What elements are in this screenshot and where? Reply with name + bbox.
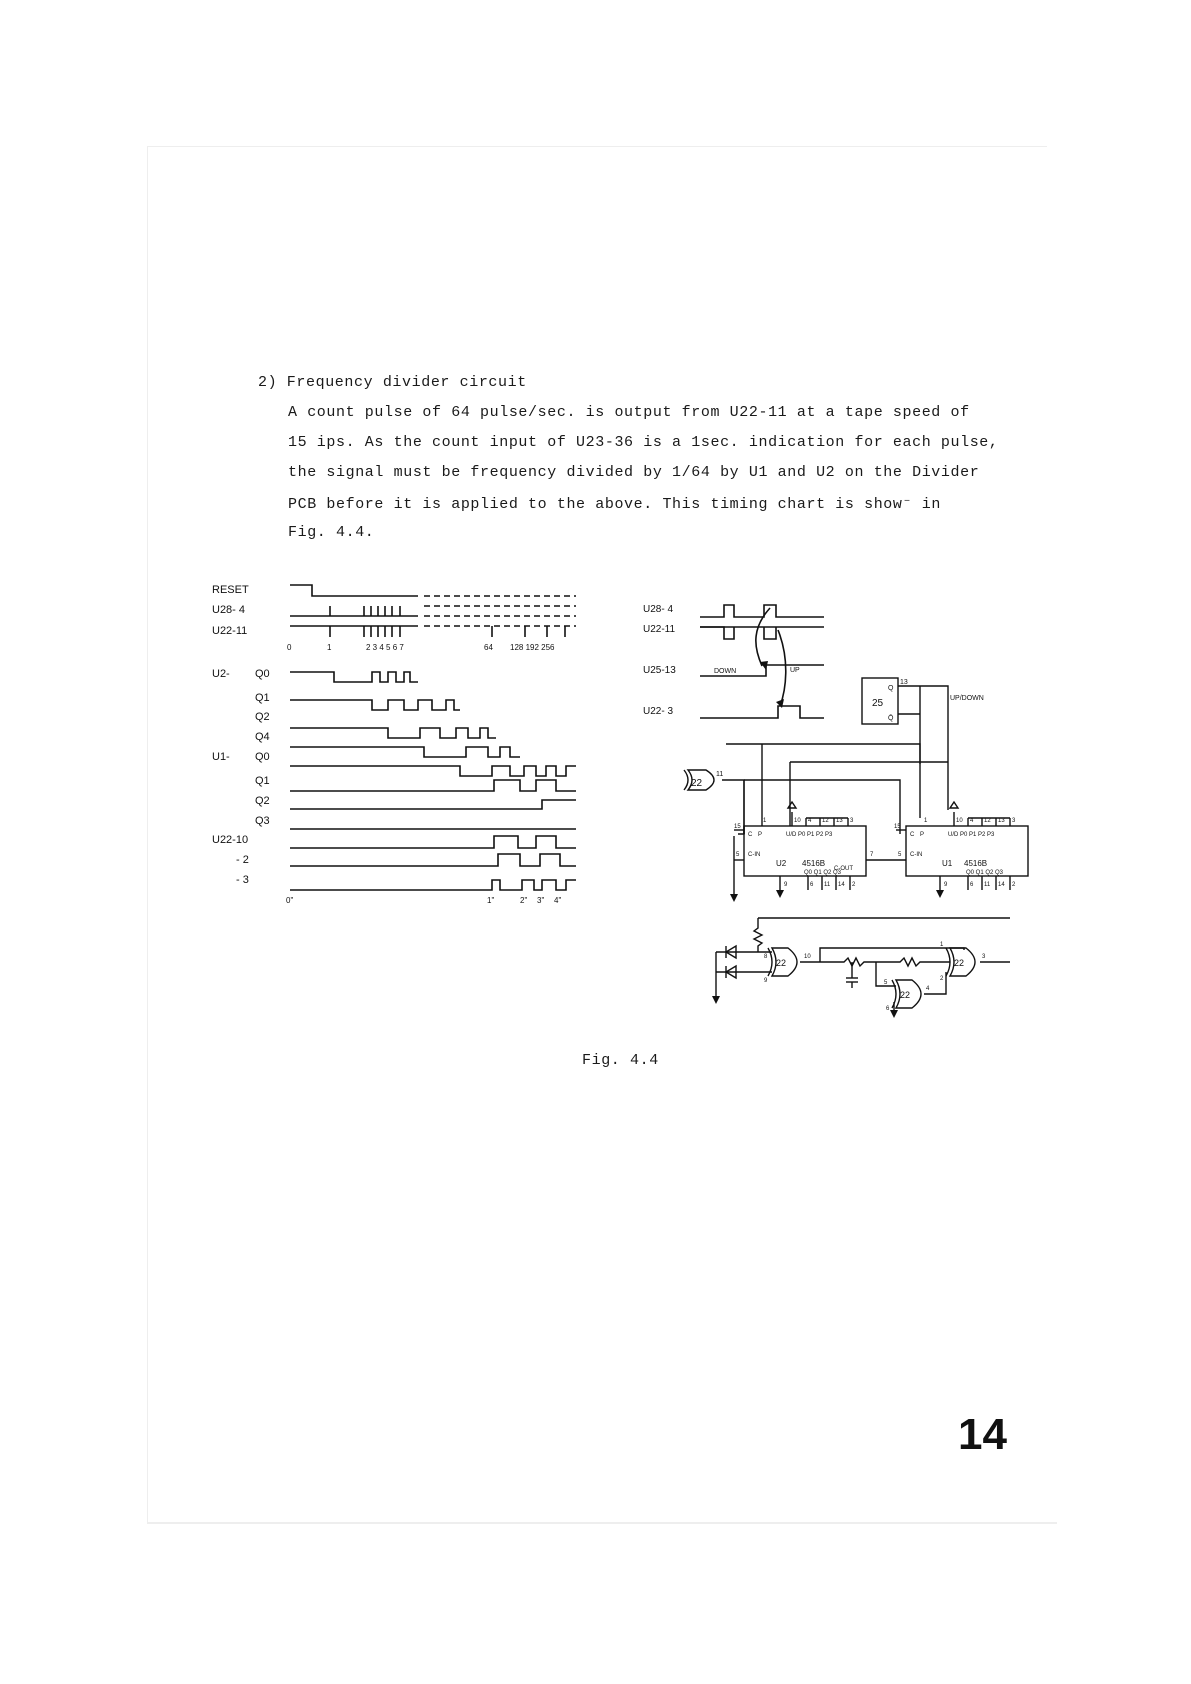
counter-pin: 12 [822,818,829,824]
counter-pin: 11 [824,882,831,888]
signal-label: U22-11 [212,625,248,637]
time-marker: 3" [537,896,545,905]
counter-pin: 1 [924,818,928,824]
signal-label: Q1 [255,775,270,787]
detail-signal-label: U22-11 [643,624,676,635]
signal-label: RESET [212,584,249,596]
lower-gate-pin: 1 [940,942,944,948]
lower-gate-pin: 8 [764,954,768,960]
ff-pin: 13 [900,679,908,686]
paragraph-line: 15 ips. As the count input of U23-36 is a 1sec. indication for each pulse, [288,434,999,451]
counter-pin: 13 [836,818,843,824]
counter-pin: 14 [838,882,845,888]
paragraph-line: A count pulse of 64 pulse/sec. is output from U22-11 at a tape speed of [288,404,970,421]
signal-label: Q1 [255,692,270,704]
counter-part: 4516B [802,859,826,868]
time-marker: 1" [487,896,495,905]
detail-signal-label: U28- 4 [643,604,674,615]
lower-gate-pin: 10 [804,954,811,960]
lower-gate-pin: 9 [764,978,768,984]
lower-gate-unit: 22 [954,958,965,968]
lower-gate-pin: 4 [926,986,930,992]
counter-c-label: C [748,832,753,838]
counter-cout: C-OUT [834,866,853,872]
counter-c-label: C [910,832,915,838]
counter-pin: 6 [810,882,814,888]
page-number: 14 [958,1410,1007,1459]
lower-gate-unit: 22 [900,990,911,1000]
counter-pin: 4 [808,818,812,824]
paragraph-line: the signal must be frequency divided by 1/64 by U1 and U2 on the Divider [288,464,980,481]
counter-pin: 3 [1012,818,1016,824]
up-down-label: UP/DOWN [950,695,984,702]
counter-p-label: P [920,832,925,838]
signal-label: Q4 [255,731,270,743]
counter-pin: 9 [784,882,788,888]
signal-label: Q2 [255,795,270,807]
signal-label: U22-10 [212,834,249,846]
counter-pin: 9 [944,882,948,888]
signal-label: - 2 [236,854,249,866]
counter-cin: C-IN [910,852,923,858]
input-gate-pin: 11 [716,771,724,778]
section-heading: 2) Frequency divider circuit [258,374,527,391]
counter-pin: 12 [984,818,991,824]
counter-pin: 15 [894,824,901,830]
detail-signal-label: U25-13 [643,665,676,676]
counter-cin: C-IN [748,852,761,858]
signal-label: - 3 [236,874,249,886]
counter-pin: 5 [736,852,740,858]
counter-pin: 1 [763,818,767,824]
time-marker: 4" [554,896,562,905]
signal-label: Q2 [255,711,270,723]
counter-name: U1 [942,859,953,868]
counter-p-label: P [758,832,763,838]
lower-gate-pin: 2 [940,976,944,982]
counter-pin: 10 [956,818,963,824]
counter-pin: 10 [794,818,801,824]
paragraph-line: Fig. 4.4. [288,524,375,541]
counter-pin: 3 [850,818,854,824]
counter-pin: 6 [970,882,974,888]
counter-pin: 13 [998,818,1005,824]
signal-group-label: U2- [212,668,230,680]
signal-label: Q3 [255,815,270,827]
signal-label: Q0 [255,668,270,680]
counter-outputs: Q0 Q1 Q2 Q3 [966,870,1004,876]
lower-gate-unit: 22 [776,958,787,968]
time-marker: 2" [520,896,528,905]
time-marker: 0" [286,896,294,905]
lower-gate-pin: 5 [884,980,888,986]
count-label: 1 [327,643,332,652]
counter-pin: 7 [870,852,874,858]
signal-label: U28- 4 [212,604,246,616]
counter-name: U2 [776,859,787,868]
counter-pin: 4 [970,818,974,824]
signal-label: Q0 [255,751,270,763]
counter-pin: 2 [852,882,856,888]
counter-part: 4516B [964,859,988,868]
input-gate-unit: 22 [691,778,703,789]
ff-qbar-label: Q̄ [888,715,894,722]
figure-caption: Fig. 4.4 [582,1052,659,1069]
up-label: UP [790,667,800,674]
down-label: DOWN [714,668,737,675]
counter-pin: 15 [734,824,741,830]
detail-signal-label: U22- 3 [643,706,674,717]
counter-pin: 14 [998,882,1005,888]
lower-gate-pin: 3 [982,954,986,960]
signal-group-label: U1- [212,751,230,763]
count-label: 64 [484,643,493,652]
paragraph-line: PCB before it is applied to the above. This timing chart is show⁻ in [288,496,941,513]
count-label: 128 192 256 [510,643,555,652]
ff-number: 25 [872,698,884,709]
count-label: 2 3 4 5 6 7 [366,643,404,652]
counter-pin: 2 [1012,882,1016,888]
counter-pin: 5 [898,852,902,858]
lower-gate-pin: 6 [886,1006,890,1012]
counter-inputs: U/D P0 P1 P2 P3 [948,832,995,838]
ff-q-label: Q [888,685,894,692]
counter-outputs: Q0 Q1 Q2 Q3 [804,870,842,876]
counter-pin: 11 [984,882,991,888]
counter-inputs: U/D P0 P1 P2 P3 [786,832,833,838]
count-label: 0 [287,643,292,652]
